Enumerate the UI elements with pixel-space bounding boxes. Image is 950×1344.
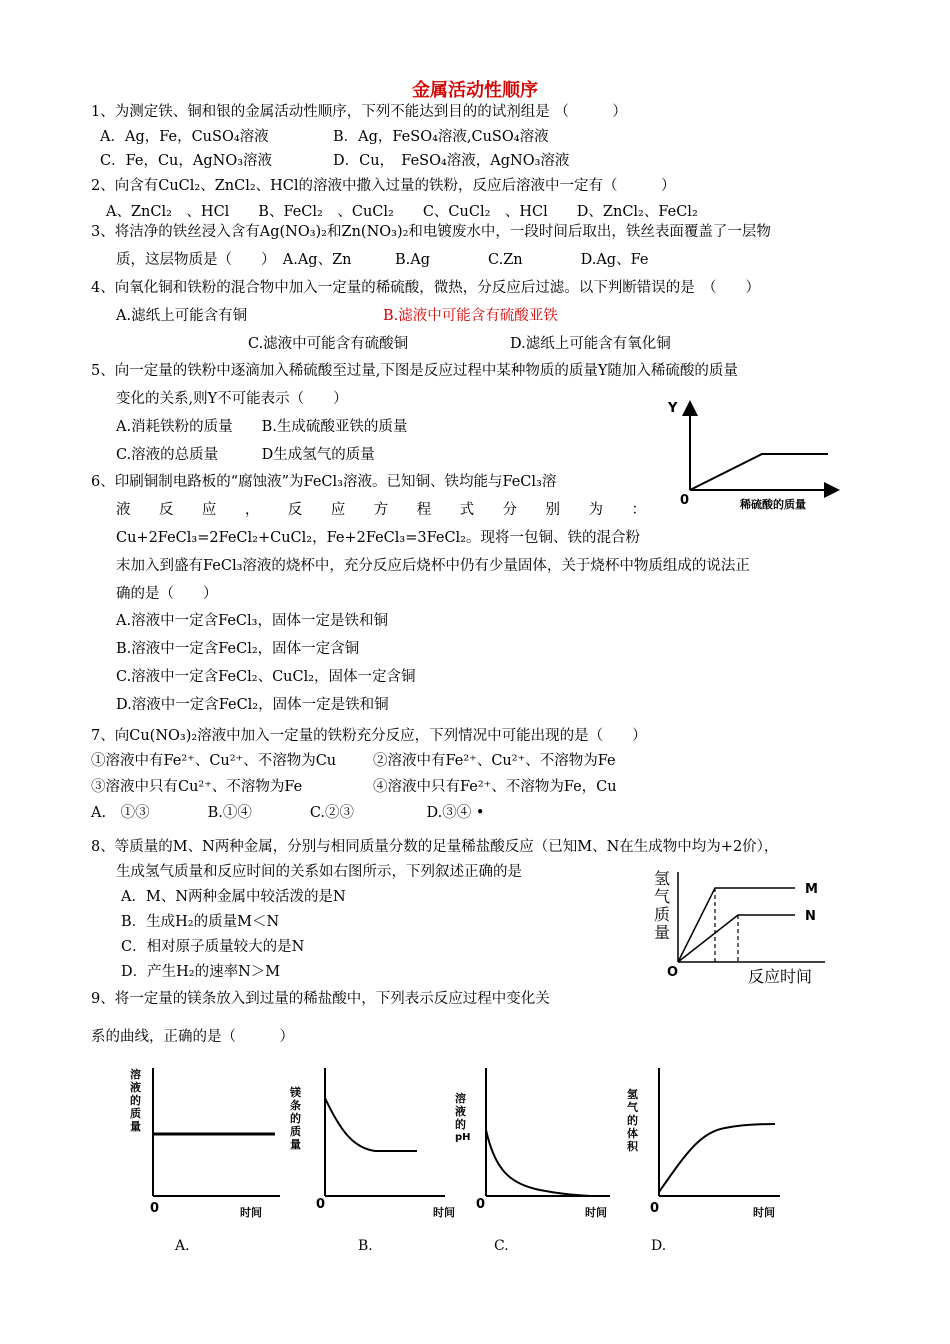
q9-graph-a [125, 1060, 290, 1225]
q9b-y-label: 条 [290, 1099, 301, 1112]
q3-stem-line2: 质，这层物质是（ ） A.Ag、Zn B.Ag C.Zn D.Ag、Fe [116, 252, 649, 268]
q8-stem-line2: 生成氢气质量和反应时间的关系如右图所示，下列叙述正确的是 [116, 864, 522, 880]
q5-options-cd: C.溶液的总质量 D生成氢气的质量 [116, 447, 375, 463]
q6-word: ： [631, 502, 646, 518]
q9d-origin: 0 [650, 1201, 660, 1216]
q9c-y-label: pH [455, 1132, 471, 1143]
q6-option-a: A.溶液中一定含FeCl₃，固体一定是铁和铜 [116, 613, 388, 629]
q9-graph-b [285, 1060, 455, 1225]
q6-stem-line1: 6、印刷铜制电路板的“腐蚀液”为FeCl₃溶液。已知铜、铁均能与FeCl₃溶 [91, 474, 557, 490]
q9-option-c: C. [494, 1238, 509, 1254]
q2-stem: 2、向含有CuCl₂、ZnCl₂、HCl的溶液中撒入过量的铁粉，反应后溶液中一定有（ ） [91, 178, 676, 194]
q8-label-n: N [805, 909, 816, 924]
q5-curve [690, 454, 828, 490]
q5-x-label: 稀硫酸的质量 [740, 498, 806, 511]
q9a-y-label: 质 [130, 1107, 141, 1120]
q1-option-c: C．Fe，Cu，AgNO₃溶液 [100, 153, 273, 169]
q1-option-b: B．Ag，FeSO₄溶液,CuSO₄溶液 [333, 129, 549, 145]
q7-statement-2: ②溶液中有Fe²⁺、Cu²⁺、不溶物为Fe [373, 753, 616, 769]
q9b-y-label: 质 [290, 1125, 301, 1138]
q6-word: 为 [588, 502, 603, 518]
q9a-y-label: 溶 [130, 1068, 141, 1081]
q8-y-label: 氢 [654, 869, 671, 888]
q5-stem-line2: 变化的关系,则Y不可能表示（ ） [116, 391, 348, 407]
q8-line-n [678, 915, 795, 962]
q4-stem: 4、向氧化铜和铁粉的混合物中加入一定量的稀硫酸，微热，分反应后过滤。以下判断错误的是 （ ） [91, 280, 760, 296]
q9d-y-label: 气 [627, 1101, 638, 1114]
q9c-x-label: 时间 [585, 1206, 607, 1219]
q8-line-m [678, 888, 795, 962]
q9a-origin: 0 [150, 1201, 160, 1216]
q5-origin: 0 [680, 493, 690, 508]
q7-options: A. ①③ B.①④ C.②③ D.③④ • [91, 805, 485, 821]
q1-option-a: A．Ag，Fe，CuSO₄溶液 [100, 129, 269, 145]
q8-graph [645, 862, 840, 990]
q8-option-b: B．生成H₂的质量M＜N [121, 914, 280, 930]
q9-option-a: A. [175, 1238, 190, 1254]
q9b-curve [325, 1098, 417, 1151]
q9a-y-label: 的 [130, 1094, 141, 1107]
q9-stem-line2: 系的曲线，正确的是（ ） [91, 1029, 294, 1045]
q9-graph-d [615, 1060, 790, 1225]
q8-y-label: 质 [654, 905, 671, 924]
page-title: 金属活动性顺序 [412, 80, 538, 101]
q9c-origin: 0 [476, 1197, 486, 1212]
q6-word: 反 [287, 502, 303, 518]
q6-word: 应 [330, 502, 346, 518]
q6-option-c: C.溶液中一定含FeCl₂、CuCl₂，固体一定含铜 [116, 669, 416, 685]
q9c-y-label: 液 [455, 1105, 466, 1118]
q3-stem-line1: 3、将洁净的铁丝浸入含有Ag(NO₃)₂和Zn(NO₃)₂和电镀废水中，一段时间后取出，铁丝表面覆盖了一层物 [91, 224, 771, 240]
q9c-y-label: 的 [455, 1118, 466, 1131]
q9b-y-label: 镁 [290, 1086, 301, 1099]
q9a-y-label: 液 [130, 1081, 141, 1094]
q8-y-label: 量 [654, 923, 671, 942]
q4-option-b: B.滤液中可能含有硫酸亚铁 [383, 308, 558, 324]
q9d-y-label: 积 [627, 1140, 638, 1153]
q6-option-b: B.溶液中一定含FeCl₂，固体一定含铜 [116, 641, 360, 657]
q6-word: 式 [459, 502, 475, 518]
q9d-curve [659, 1124, 775, 1192]
q9d-x-label: 时间 [753, 1206, 775, 1219]
q8-x-label: 反应时间 [748, 967, 813, 986]
q5-stem-line1: 5、向一定量的铁粉中逐滴加入稀硫酸至过量,下图是反应过程中某种物质的质量Y随加入稀硫酸的质量 [91, 363, 738, 379]
q8-option-d: D．产生H₂的速率N＞M [121, 964, 281, 980]
q8-y-label: 气 [654, 887, 671, 906]
q7-statement-3: ③溶液中只有Cu²⁺、不溶物为Fe [91, 779, 303, 795]
q6-word: 液 [116, 502, 131, 518]
q2-options: A、ZnCl₂ 、HCl B、FeCl₂ 、CuCl₂ C、CuCl₂ 、HCl D、ZnCl₂、FeCl₂ [106, 204, 698, 220]
q9b-y-label: 的 [290, 1112, 301, 1125]
q5-y-label: Y [668, 401, 678, 416]
q8-option-c: C．相对原子质量较大的是N [121, 939, 305, 955]
q6-word: 反 [158, 502, 174, 518]
q6-stem-line3: Cu+2FeCl₃=2FeCl₂+CuCl₂，Fe+2FeCl₃=3FeCl₂。现将一包铜、铁的混合粉 [116, 530, 640, 546]
q4-option-a: A.滤纸上可能含有铜 [116, 308, 248, 324]
q6-word: ， [244, 502, 260, 518]
q5-graph [660, 390, 840, 520]
q9b-x-label: 时间 [433, 1206, 455, 1219]
q9-option-d: D. [651, 1238, 667, 1254]
q6-word: 应 [201, 502, 217, 518]
q6-word: 程 [416, 502, 432, 518]
q6-stem-line4: 末加入到盛有FeCl₃溶液的烧杯中，充分反应后烧杯中仍有少量固体，关于烧杯中物质组成的说法正 [116, 558, 750, 574]
q8-stem-line1: 8、等质量的M、N两种金属，分别与相同质量分数的足量稀盐酸反应（已知M、N在生成物中均为+2价）， [91, 839, 779, 855]
q9b-y-label: 量 [290, 1138, 301, 1151]
q9c-y-label: 溶 [455, 1092, 466, 1105]
q9c-curve [486, 1130, 590, 1196]
q8-label-m: M [805, 882, 818, 897]
q9d-y-label: 氢 [627, 1088, 638, 1101]
q6-stem-line2 [116, 501, 646, 519]
q9-graph-c [450, 1060, 620, 1225]
q8-origin: O [667, 965, 679, 980]
q6-word: 别 [545, 502, 561, 518]
q7-statement-1: ①溶液中有Fe²⁺、Cu²⁺、不溶物为Cu [91, 753, 337, 769]
q6-word: 分 [502, 502, 518, 518]
q4-option-c: C.滤液中可能含有硫酸铜 [248, 336, 409, 352]
q7-stem: 7、向Cu(NO₃)₂溶液中加入一定量的铁粉充分反应，下列情况中可能出现的是（ ） [91, 728, 647, 744]
q5-options-ab: A.消耗铁粉的质量 B.生成硫酸亚铁的质量 [116, 419, 408, 435]
q6-stem-line5: 确的是（ ） [116, 586, 218, 602]
q7-statement-4: ④溶液中只有Fe²⁺、不溶物为Fe，Cu [373, 779, 617, 795]
q9d-y-label: 的 [627, 1114, 638, 1127]
q8-option-a: A．M、N两种金属中较活泼的是N [121, 889, 346, 905]
q6-word: 方 [373, 502, 389, 518]
q9-stem-line1: 9、将一定量的镁条放入到过量的稀盐酸中，下列表示反应过程中变化关 [91, 991, 550, 1007]
q9b-origin: 0 [316, 1197, 326, 1212]
q9a-y-label: 量 [130, 1120, 141, 1133]
q1-option-d: D．Cu， FeSO₄溶液，AgNO₃溶液 [333, 153, 570, 169]
q4-option-d: D.滤纸上可能含有氧化铜 [510, 336, 671, 352]
q6-option-d: D.溶液中一定含FeCl₂，固体一定是铁和铜 [116, 697, 389, 713]
q9d-y-label: 体 [627, 1127, 638, 1140]
q1-stem: 1、为测定铁、铜和银的金属活动性顺序，下列不能达到目的的试剂组是 （ ） [91, 104, 627, 120]
q9a-x-label: 时间 [240, 1206, 262, 1219]
q9-option-b: B. [358, 1238, 373, 1254]
